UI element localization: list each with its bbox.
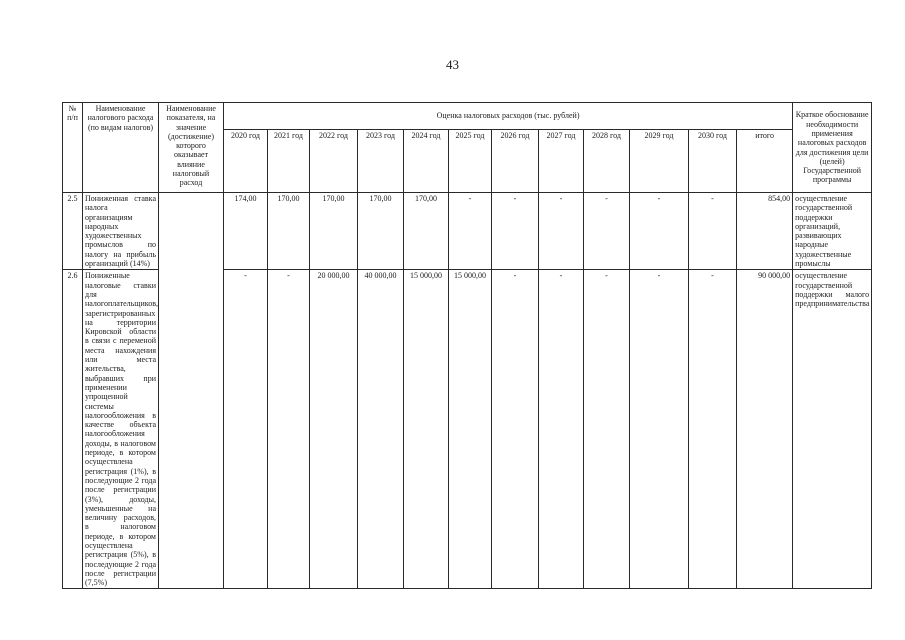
value-cell: - (584, 193, 630, 270)
year-header: 2027 год (539, 130, 584, 193)
total-header: итого (737, 130, 793, 193)
year-header: 2030 год (689, 130, 737, 193)
value-cell: - (492, 270, 539, 589)
year-header: 2028 год (584, 130, 630, 193)
value-cell: - (539, 270, 584, 589)
table-row (63, 193, 872, 270)
value-cell: - (584, 270, 630, 589)
row-justification: осуществление государственной поддержки организаций, развивающих народные художественные промыслы (793, 193, 872, 270)
row-indicator (159, 193, 224, 589)
year-header: 2029 год (630, 130, 689, 193)
value-cell: 40 000,00 (358, 270, 404, 589)
value-cell: 174,00 (224, 193, 268, 270)
value-cell: 15 000,00 (404, 270, 449, 589)
row-name: Пониженная ставка налога организациям народных художественных промыслов по налогу на прибыль организаций (14%) (83, 193, 159, 270)
total-cell: 90 000,00 (737, 270, 793, 589)
total-cell: 854,00 (737, 193, 793, 270)
value-cell: - (689, 193, 737, 270)
year-header: 2021 год (268, 130, 310, 193)
header-name: Наименование налогового расхода (по видам налогов) (83, 103, 159, 193)
value-cell: - (539, 193, 584, 270)
row-number: 2.6 (63, 270, 83, 589)
row-number: 2.5 (63, 193, 83, 270)
value-cell: - (689, 270, 737, 589)
page-number: 43 (446, 57, 459, 72)
year-header: 2024 год (404, 130, 449, 193)
header-num: № п/п (63, 103, 83, 193)
year-header: 2022 год (310, 130, 358, 193)
header-indicator: Наименование показателя, на значение (достижение) которого оказывает влияние налоговый расход (159, 103, 224, 193)
year-header: 2025 год (449, 130, 492, 193)
value-cell: 170,00 (404, 193, 449, 270)
row-name: Пониженные налоговые ставки для налогоплательщиков, зарегистрированных на территории Кировской области в связи с переменой места нахождения или места жительства, выбравших при применении упрощенной системы налогообложения в качестве объекта налогообложения доходы, в налоговом периоде, в котором осуществлена регистрация (1%), в последующие 2 года после регистрации (3%), доходы, уменьшенные на величину расходов, в налоговом периоде, в котором осуществлена регистрация (5%), в последующие 2 года после регистрации (7,5%) (83, 270, 159, 589)
value-cell: - (630, 270, 689, 589)
year-header: 2023 год (358, 130, 404, 193)
year-header: 2026 год (492, 130, 539, 193)
header-justification: Краткое обоснование необходимости применения налоговых расходов для достижения цели (целей) Государственной программы (793, 103, 872, 193)
value-cell: - (630, 193, 689, 270)
value-cell: - (268, 270, 310, 589)
row-justification: осуществление государственной поддержки малого предпринимательства (793, 270, 872, 589)
value-cell: 15 000,00 (449, 270, 492, 589)
value-cell: 170,00 (310, 193, 358, 270)
value-cell: - (492, 193, 539, 270)
year-header: 2020 год (224, 130, 268, 193)
tax-expenditure-table (62, 102, 872, 589)
header-estimate: Оценка налоговых расходов (тыс. рублей) (224, 103, 793, 130)
value-cell: - (224, 270, 268, 589)
value-cell: 170,00 (268, 193, 310, 270)
value-cell: 20 000,00 (310, 270, 358, 589)
value-cell: 170,00 (358, 193, 404, 270)
value-cell: - (449, 193, 492, 270)
